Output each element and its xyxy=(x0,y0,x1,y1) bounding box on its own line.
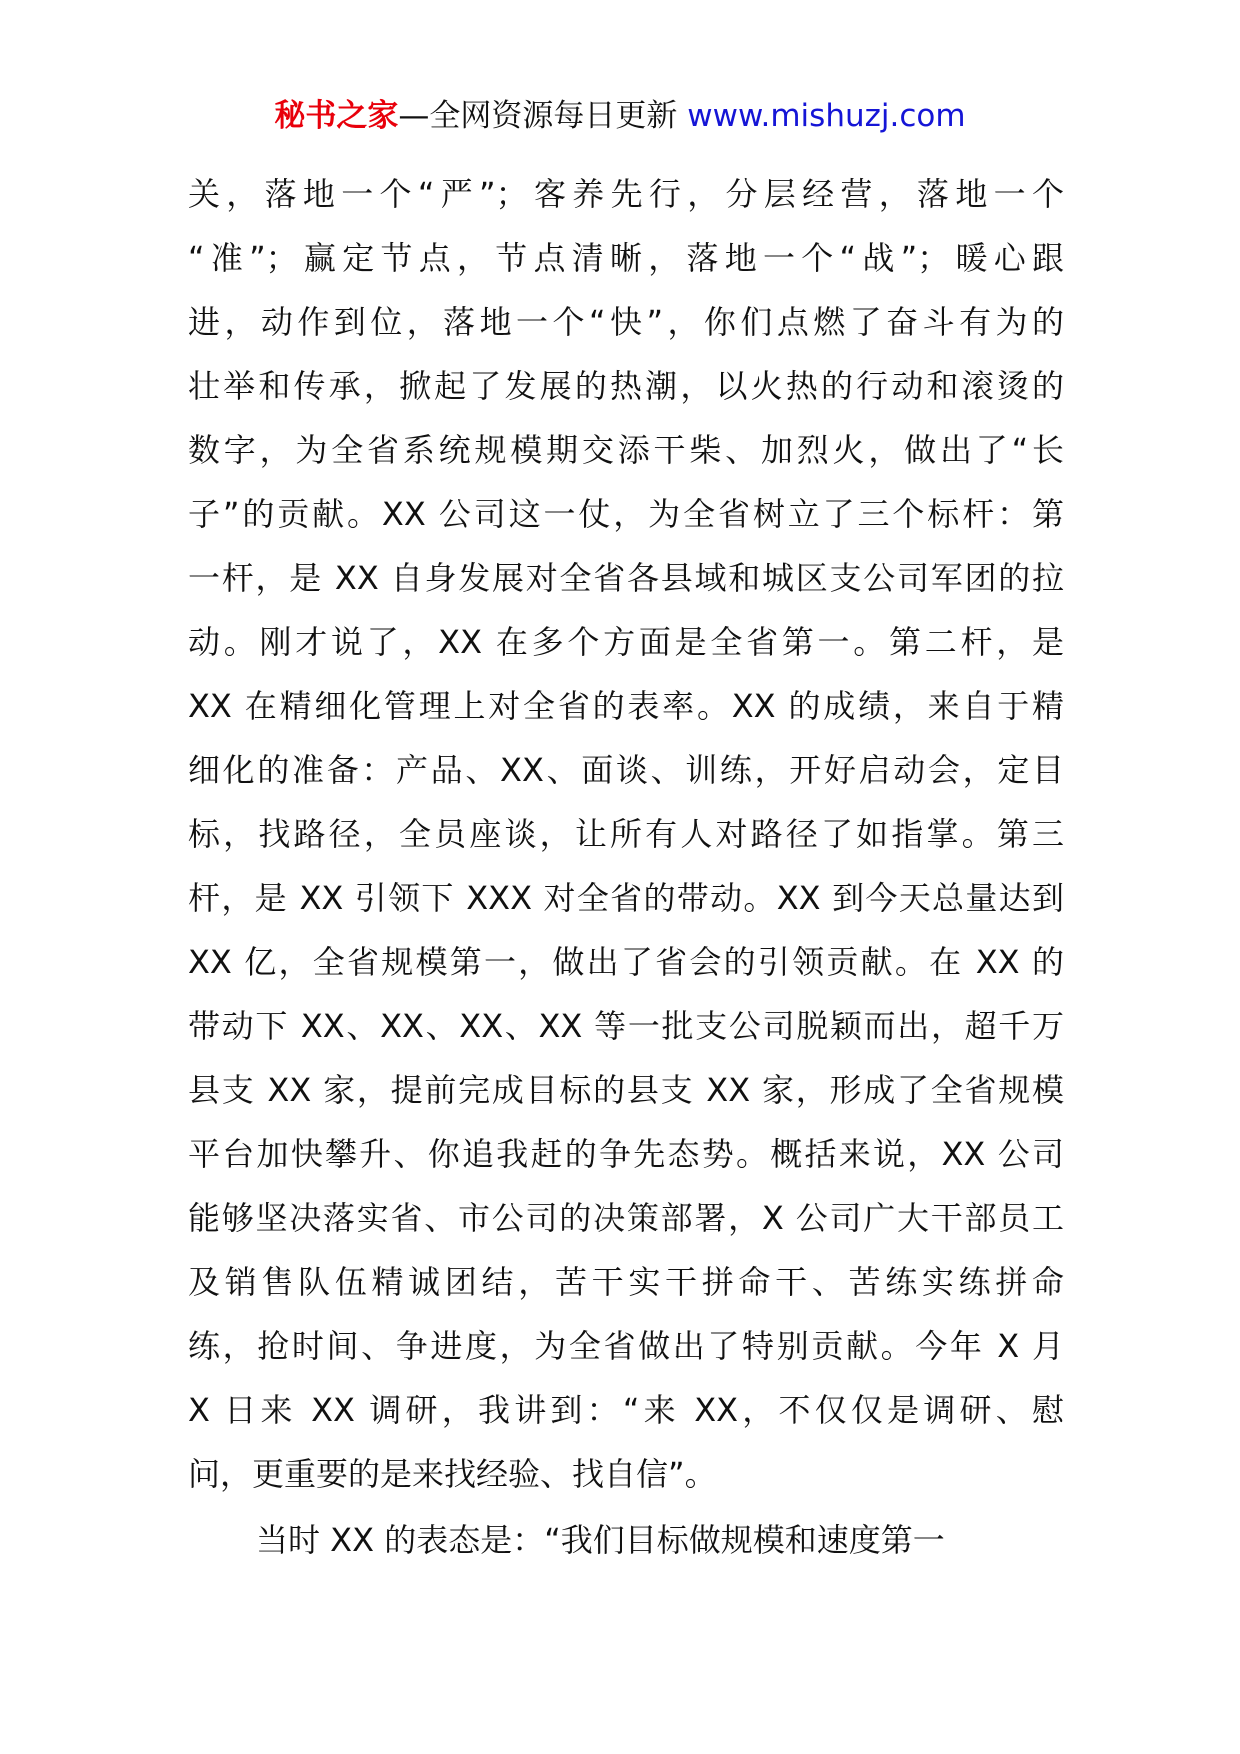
text-line: 县支 XX 家，提前完成目标的县支 XX 家，形成了全省规模 xyxy=(188,1071,1064,1109)
text-line: 平台加快攀升、你追我赶的争先态势。概括来说，XX 公司 xyxy=(188,1135,1064,1173)
text-line: 子”的贡献。XX 公司这一仗，为全省树立了三个标杆：第 xyxy=(188,495,1064,533)
brand-name: 秘书之家 xyxy=(274,98,399,134)
text-line: 标，找路径，全员座谈，让所有人对路径了如指掌。第三 xyxy=(188,815,1064,853)
text-line: 一杆，是 XX 自身发展对全省各县域和城区支公司军团的拉 xyxy=(188,559,1064,597)
text-line: 细化的准备：产品、XX、面谈、训练，开好启动会，定目 xyxy=(188,751,1064,789)
text-line: 动。刚才说了，XX 在多个方面是全省第一。第二杆，是 xyxy=(188,623,1064,661)
text-line: 问，更重要的是来找经验、找自信”。 xyxy=(188,1455,717,1493)
text-line: 及销售队伍精诚团结，苦干实干拼命干、苦练实练拼命 xyxy=(188,1263,1064,1301)
text-line: XX 亿，全省规模第一，做出了省会的引领贡献。在 XX 的 xyxy=(188,943,1064,981)
document-body xyxy=(188,162,1064,1572)
text-line: 能够坚决落实省、市公司的决策部署，X 公司广大干部员工 xyxy=(188,1199,1064,1237)
text-line: X 日来 XX 调研，我讲到：“来 XX，不仅仅是调研、慰 xyxy=(188,1391,1064,1429)
site-url-link[interactable]: www.mishuzj.com xyxy=(687,98,966,134)
paragraph-1 xyxy=(188,162,1064,1506)
text-line: 带动下 XX、XX、XX、XX 等一批支公司脱颖而出，超千万 xyxy=(188,1007,1064,1045)
text-line: 当时 XX 的表态是：“我们目标做规模和速度第一 xyxy=(256,1521,945,1559)
text-line: “准”；赢定节点，节点清晰，落地一个“战”；暖心跟 xyxy=(188,239,1064,277)
text-line: 杆，是 XX 引领下 XXX 对全省的带动。XX 到今天总量达到 xyxy=(188,879,1064,917)
text-line: 数字，为全省系统规模期交添干柴、加烈火，做出了“长 xyxy=(188,431,1064,469)
text-line: 关，落地一个“严”；客养先行，分层经营，落地一个 xyxy=(188,175,1064,213)
site-header xyxy=(0,96,1240,136)
text-line: 进，动作到位，落地一个“快”，你们点燃了奋斗有为的 xyxy=(188,303,1064,341)
paragraph-2 xyxy=(188,1508,1064,1572)
text-line: 练，抢时间、争进度，为全省做出了特别贡献。今年 X 月 xyxy=(188,1327,1064,1365)
text-line: 壮举和传承，掀起了发展的热潮，以火热的行动和滚烫的 xyxy=(188,367,1064,405)
header-tagline: —全网资源每日更新 xyxy=(398,98,678,134)
text-line: XX 在精细化管理上对全省的表率。XX 的成绩，来自于精 xyxy=(188,687,1064,725)
